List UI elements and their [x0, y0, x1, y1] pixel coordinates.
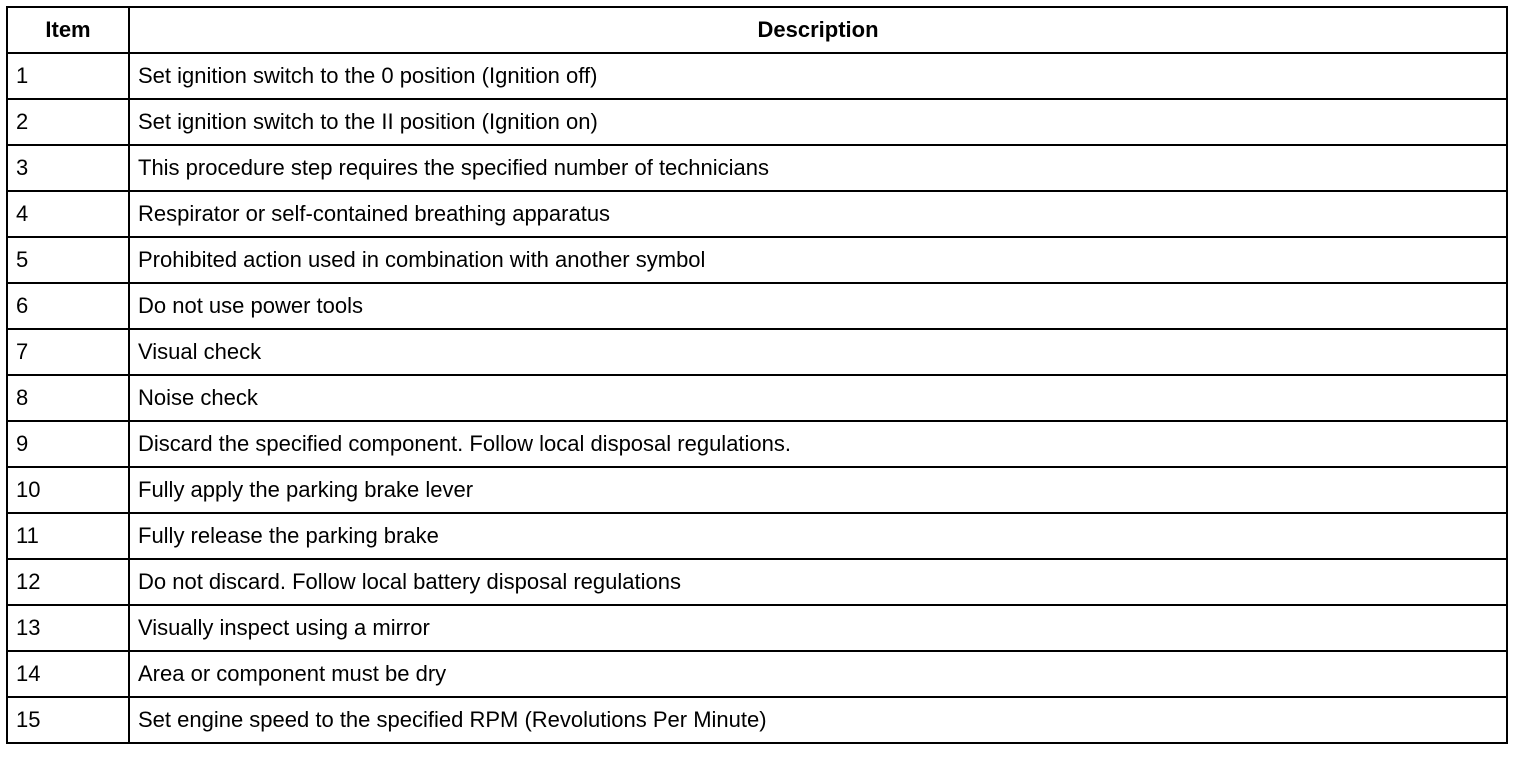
item-number-cell: 1 [7, 53, 129, 99]
table-row [7, 145, 1507, 191]
table-row [7, 53, 1507, 99]
description-cell: Fully release the parking brake [129, 513, 1507, 559]
item-number-cell: 6 [7, 283, 129, 329]
item-number-cell: 7 [7, 329, 129, 375]
header-description: Description [129, 7, 1507, 53]
table-body [7, 53, 1507, 743]
item-number-cell: 13 [7, 605, 129, 651]
description-cell: Prohibited action used in combination with another symbol [129, 237, 1507, 283]
description-cell: Discard the specified component. Follow local disposal regulations. [129, 421, 1507, 467]
symbol-legend-table [6, 6, 1508, 744]
item-number-cell: 3 [7, 145, 129, 191]
description-cell: Noise check [129, 375, 1507, 421]
description-cell: Fully apply the parking brake lever [129, 467, 1507, 513]
description-cell: Area or component must be dry [129, 651, 1507, 697]
description-cell: Visually inspect using a mirror [129, 605, 1507, 651]
item-number-cell: 4 [7, 191, 129, 237]
item-number-cell: 11 [7, 513, 129, 559]
description-cell: Set engine speed to the specified RPM (Revolutions Per Minute) [129, 697, 1507, 743]
item-number-cell: 10 [7, 467, 129, 513]
description-cell: Set ignition switch to the 0 position (Ignition off) [129, 53, 1507, 99]
item-number-cell: 15 [7, 697, 129, 743]
description-cell: Do not use power tools [129, 283, 1507, 329]
table-row [7, 467, 1507, 513]
table-row [7, 99, 1507, 145]
table-row [7, 559, 1507, 605]
header-item: Item [7, 7, 129, 53]
symbol-legend-sheet [6, 6, 1506, 744]
description-cell: Respirator or self-contained breathing apparatus [129, 191, 1507, 237]
description-cell: Visual check [129, 329, 1507, 375]
description-cell: Set ignition switch to the II position (Ignition on) [129, 99, 1507, 145]
item-number-cell: 12 [7, 559, 129, 605]
table-row [7, 375, 1507, 421]
table-row [7, 651, 1507, 697]
table-row [7, 329, 1507, 375]
table-row [7, 605, 1507, 651]
item-number-cell: 5 [7, 237, 129, 283]
table-row [7, 697, 1507, 743]
table-row [7, 237, 1507, 283]
item-number-cell: 9 [7, 421, 129, 467]
header-row [7, 7, 1507, 53]
table-header [7, 7, 1507, 53]
description-cell: Do not discard. Follow local battery disposal regulations [129, 559, 1507, 605]
item-number-cell: 8 [7, 375, 129, 421]
table-row [7, 421, 1507, 467]
table-row [7, 283, 1507, 329]
item-number-cell: 14 [7, 651, 129, 697]
description-cell: This procedure step requires the specified number of technicians [129, 145, 1507, 191]
table-row [7, 513, 1507, 559]
item-number-cell: 2 [7, 99, 129, 145]
table-row [7, 191, 1507, 237]
